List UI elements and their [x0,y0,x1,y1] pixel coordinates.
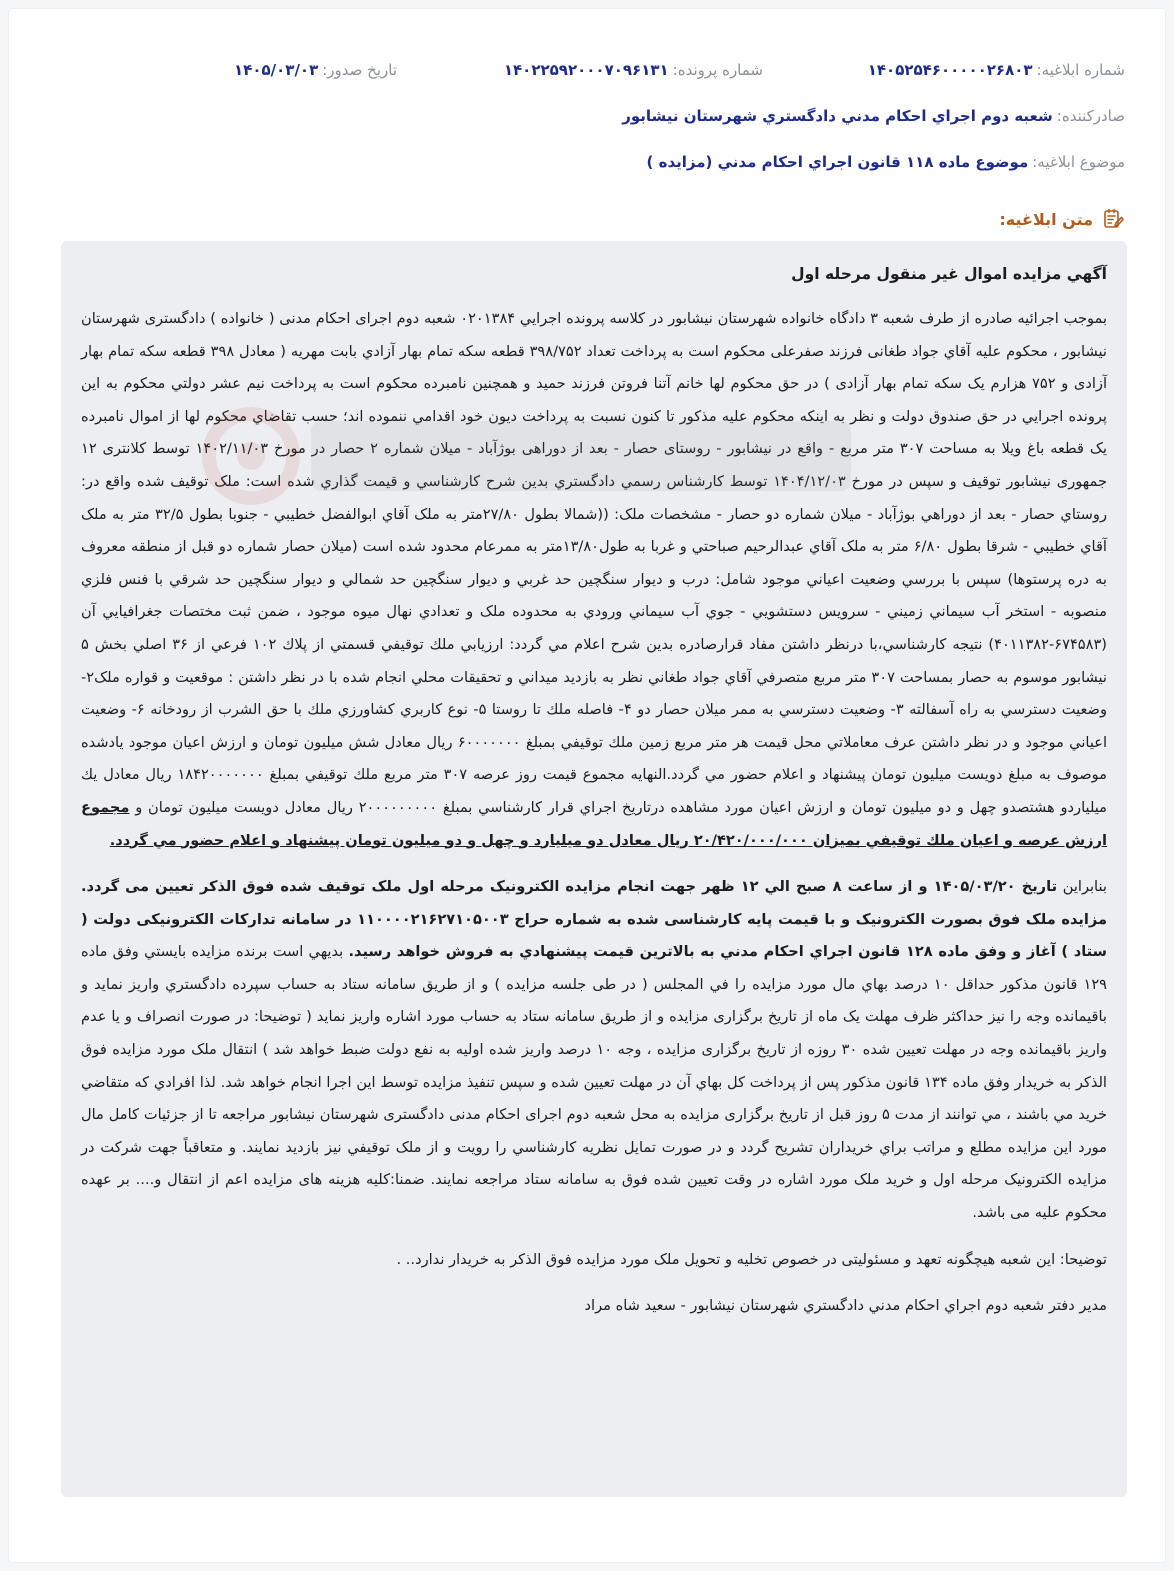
paragraph-ruling-total-value: مجموع ارزش عرصه و اعيان ملك توقيفي بميزان ۲۰/۴۲۰/۰۰۰/۰۰۰ ريال معادل دو ميليارد و چهل و دو ميليون تومان پيشنهاد و اعلام حضور مي گردد. [81,798,1107,849]
notice-number-value: ۱۴۰۵۲۵۴۶۰۰۰۰۰۲۶۸۰۳ [867,61,1033,79]
paragraph-disclaimer: توضيحا: اين شعبه هيچگونه تعهد و مسئوليتی در خصوص تخليه و تحويل ملک مورد مزايده فوق الذکر به خريدار ندارد.. . [396,1250,1107,1268]
subject-label: موضوع ابلاغیه: [1032,153,1125,171]
notice-text-heading [999,205,1125,233]
issue-date-value: ۱۴۰۵/۰۳/۰۳ [234,61,319,79]
notice-number-label: شماره ابلاغیه: [1036,61,1125,79]
notice-body [61,241,1127,1497]
signature-line: مدير دفتر شعبه دوم اجراي احکام مدني دادگستري شهرستان نيشابور - سعيد شاه مراد [584,1297,1107,1315]
paragraph-auction-terms [81,871,1107,1230]
paragraph-auction-conditions: بديهي است برنده مزايده بايستي وفق ماده ۱۲۹ قانون مذکور حداقل ۱۰ درصد بهاي مال مورد مزايده را في المجلس ( در طی جلسه مزايده ) و از طريق سامانه ستاد به حساب سپرده دادگستري واريز نمايد و باقيمانده وجه را نيز حداکثر ظرف مهلت يک ماه از تاريخ برگزاری مزايده و از طريق سامانه ستاد به حساب مورد اشاره واريز نمايد ( توضيحا: در صورت انصراف و يا عدم واريز باقيمانده وجه در مهلت تعيين شده ۳۰ روزه از تاريخ برگزاری مزايده ، وجه ۱۰ درصد واريز شده اوليه به نفع دولت ضبط خواهد شد ) انتقال ملک مورد مزايده فوق الذکر به خريدار وفق ماده ۱۳۴ قانون مذکور پس از پرداخت کل بهاي آن در مهلت تعيين شده و سپس تنفيذ مزايده توسط اين اجرا انجام خواهد شد. لذا افرادي که متقاضي خريد مي باشند ، مي توانند از مدت ۵ روز قبل از تاريخ برگزاری مزايده به محل شعبه دوم اجرای احکام مدنی دادگستری شهرستان نيشابور مراجعه تا از جزئيات کامل مال مورد اين مزايده مطلع و مراتب براي خريداران تشريح گردد و در صورت تمايل نظريه کارشناسي را رويت و از ملک توقيفي نيز بازديد نمايند. و متعاقباً جهت شرکت در مزايده الکترونيک مرحله اول و خريد ملک مورد اشاره در وقت تعيين شده فوق به سامانه ستاد مراجعه نمايند. ضمنا:کليه هزينه های مزايده اعم از انتقال و.... بر عهده محکوم عليه می باشد. [81,943,1108,1222]
document-edit-icon [1101,207,1125,231]
case-number [504,61,763,79]
case-number-label: شماره پرونده: [672,61,763,79]
subject-value: موضوع ماده ۱۱۸ قانون اجراي احکام مدني (مزايده ) [646,153,1029,171]
issuer-value: شعبه دوم اجراي احکام مدني دادگستري شهرستان نيشابور [622,107,1053,125]
header-row-subject [49,149,1125,175]
issue-date-label: تاریخ صدور: [322,61,397,79]
header-row-issuer [49,103,1125,129]
notice-text-heading-label: متن ابلاغیه: [999,209,1093,229]
document-title: آگهي مزايده اموال غير منقول مرحله اول [791,265,1107,283]
case-number-value: ۱۴۰۲۲۵۹۲۰۰۰۷۰۹۶۱۳۱ [503,61,669,79]
issuer-label: صادرکننده: [1056,107,1125,125]
paragraph-auction-lead: بنابراين [1062,878,1107,896]
paragraph-ruling-text: بموجب اجرائيه صادره از طرف شعبه ۳ دادگاه خانواده شهرستان نيشابور در کلاسه پرونده اجرايي ۰۲۰۱۳۸۴ شعبه دوم اجرای احکام مدنی ( خانواده ) دادگستری شهرستان نيشابور ، محکوم عليه آقاي جواد طغانی فرزند صفرعلی محکوم است به پرداخت تعداد ۳۹۸/۷۵۲ قطعه سکه تمام بهار آزادي بابت مهريه ( معادل ۳۹۸ قطعه سکه تمام بهار آزادی و ۷۵۲ هزارم يک سکه تمام بهار آزادی ) در حق محکوم لها خانم آتنا فروتن فرزند حميد و همچنين نامبرده محکوم است به پرداخت نيم عشر دولتي محکوم به اين پرونده اجرايي در حق صندوق دولت و نظر به اينکه محکوم عليه مذکور تا کنون نسبت به پرداخت ديون خود اقدامي ننموده اند؛ حسب تقاضاي محکوم لها از اموال نامبرده يک قطعه باغ ويلا به مساحت ۳۰۷ متر مربع - واقع در نيشابور - روستای حصار - بعد از دوراهی بوژآباد - ميلان شماره ۲ حصار در مورخ ۱۴۰۲/۱۱/۰۳ توسط کلانتری ۱۲ جمهوری نيشابور توقيف و سپس در مورخ ۱۴۰۴/۱۲/۰۳ توسط کارشناس رسمي دادگستري بدين شرح کارشناسي و قيمت گذاري شده است: ملک توقيف شده واقع در: روستاي حصار - بعد از دوراهي بوژآباد - ميلان شماره دو حصار - مشخصات ملک: ((شمالا بطول ۲۷/۸۰متر به ملک آقاي ابوالفضل خطيبي - جنوبا بطول ۳۲/۵ متر به ملک آقاي خطيبي - شرقا بطول ۶/۸۰ متر به ملک آقاي عبدالرحيم صباحتي و غربا به طول۱۳/۸۰متر به ممرعام محدود شده است (ميلان حصار شماره دو قبل از منطقه معروف به دره پرستوها) سپس با بررسي وضعيت اعياني موجود شامل: درب و ديوار سنگچين حد غربي و ديوار سنگچين حد شمالي و ديوار سنگچين حد شرقي با فنس فلزي منصوبه - استخر آب سيماني زميني - سرويس دستشويي - جوي آب سيماني ورودي به محدوده ملک و تعدادي نهال ميوه موجود ، ضمن ثبت مختصات جغرافيايي آن (۶۷۴۵۸۳-۴۰۱۱۳۸۲) نتيجه کارشناسي،با درنظر داشتن مفاد قرارصادره بدين شرح اعلام مي گردد: ارزيابي ملك توقيفي قسمتي از پلاك ۱۰۲ فرعي از ۳۶ اصلي بخش ۵ نيشابور موسوم به حصار بمساحت ۳۰۷ متر مربع متصرفي آقاي جواد طغاني نظر به بازديد ميداني و تحقيقات محلي انجام شده با در نظر داشتن : موقعيت و قواره ملک۲- وضعيت دسترسي به راه آسفالته ۳- وضعيت دسترسي به ممر ميلان حصار دو ۴- فاصله ملك تا روستا ۵- نوع كاربري كشاورزي ملك با حق الشرب از رودخانه ۶- وضعيت اعياني موجود و در نظر داشتن عرف معاملاتي محل قيمت هر متر مربع زمين ملك توقيفي بمبلغ ۶۰۰۰۰۰۰۰ ريال معادل شش ميليون تومان و ارزش اعيان موجود يادشده موصوف به مبلغ دويست ميليون تومان پيشنهاد و اعلام حضور مي گردد.النهايه مجموع قيمت روز عرصه ۳۰۷ متر مربع ملك توقيفي بمبلغ ۱۸۴۲۰۰۰۰۰۰۰ ريال معادل يك ميلياردو هشتصدو چهل و دو ميليون تومان و ارزش اعيان مورد مشاهده درتاريخ اجراي قرار كارشناسي بمبلغ ۲۰۰۰۰۰۰۰۰۰ ريال معادل دويست ميليون تومان و [81,310,1108,816]
paragraph-auction-date: تاريخ ۱۴۰۵/۰۳/۲۰ و از ساعت ۸ صبح الي ۱۲ ظهر جهت انجام مزايده الکترونيک مرحله اول ملک توقيف شده فوق الذکر تعيين می گردد. مزايده ملک فوق بصورت الکترونيک و با قيمت پايه کارشناسی شده به شماره حراج ۱۱۰۰۰۰۲۱۶۲۷۱۰۵۰۰۳ در سامانه تدارکات الکترونيکی دولت ( ستاد ) آغاز و وفق ماده ۱۲۸ قانون اجراي احکام مدني به بالاترين قيمت پيشنهادي به فروش خواهد رسيد. [81,878,1107,961]
header-row-numbers [49,57,1125,83]
issue-date [234,61,397,79]
paragraph-ruling [81,303,1107,857]
notice-number [868,61,1125,79]
notice-page [8,8,1166,1563]
